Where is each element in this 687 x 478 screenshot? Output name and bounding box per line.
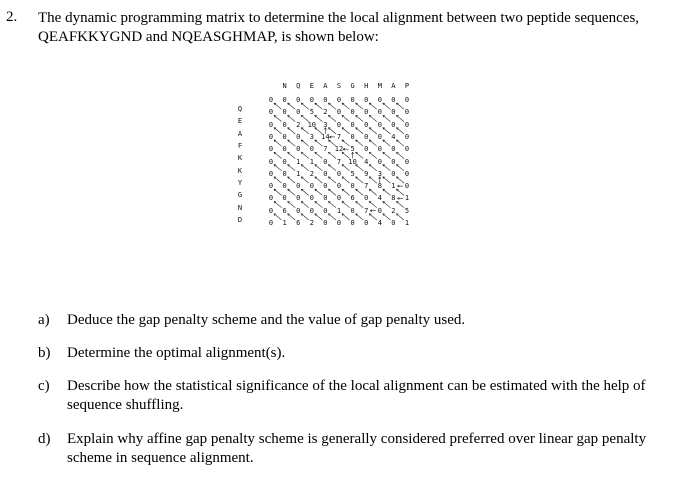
- traceback-arrow: [342, 115, 350, 121]
- traceback-arrow: [328, 103, 336, 109]
- traceback-arrow: [396, 214, 404, 220]
- matrix-cell: 0: [350, 120, 355, 129]
- row-letter: K: [237, 166, 243, 175]
- traceback-arrow: [342, 201, 350, 207]
- traceback-arrow: [369, 189, 377, 195]
- row-letter: N: [237, 203, 243, 212]
- matrix-cell: 0: [268, 206, 274, 215]
- col-letter: N: [282, 82, 287, 90]
- matrix-cell: 0: [309, 96, 314, 104]
- traceback-arrow: [301, 152, 309, 158]
- traceback-arrow: [274, 177, 282, 183]
- matrix-cell: 0: [296, 108, 301, 117]
- row-letter: G: [237, 191, 243, 200]
- traceback-arrow: [301, 140, 309, 146]
- matrix-cell: 2: [309, 169, 314, 178]
- matrix-cell: 0: [364, 145, 369, 154]
- matrix-cell: 0: [282, 108, 287, 117]
- traceback-arrow: [383, 152, 391, 158]
- traceback-arrow: [396, 189, 404, 195]
- traceback-arrow: [328, 115, 336, 121]
- traceback-arrow: [328, 177, 336, 183]
- matrix-cell: 0: [391, 145, 396, 154]
- matrix-cell: 0: [350, 219, 355, 227]
- matrix-cell: 0: [391, 169, 396, 178]
- matrix-cell: 2: [296, 120, 301, 129]
- col-letter: P: [404, 82, 410, 90]
- traceback-arrow: [288, 140, 296, 146]
- traceback-arrow: [315, 201, 323, 207]
- matrix-cell: 10: [307, 120, 317, 129]
- part-a-label: a): [38, 312, 50, 328]
- traceback-arrow: [369, 128, 377, 134]
- matrix-cell: 0: [364, 108, 369, 117]
- traceback-arrow: [315, 214, 323, 220]
- matrix-cell: 0: [404, 108, 410, 117]
- traceback-arrow: [288, 165, 296, 171]
- matrix-cell: 0: [404, 169, 410, 178]
- row-letter: D: [237, 215, 243, 224]
- row-letter: K: [237, 154, 243, 163]
- matrix-cell: 0: [282, 169, 287, 178]
- traceback-arrow: [328, 165, 336, 171]
- traceback-arrow: [396, 115, 404, 121]
- part-a: [38, 311, 678, 330]
- matrix-cell: 6: [296, 219, 301, 227]
- matrix-cell: 0: [350, 132, 355, 141]
- traceback-arrow: [356, 103, 364, 109]
- matrix-cell: 0: [377, 108, 382, 117]
- traceback-arrow: [301, 189, 309, 195]
- traceback-arrow: [396, 128, 404, 134]
- traceback-arrow: [288, 177, 296, 183]
- traceback-arrow: [288, 115, 296, 121]
- traceback-arrow: [369, 165, 377, 171]
- matrix-cell: 4: [364, 157, 369, 166]
- matrix-cell: 0: [336, 120, 342, 129]
- matrix-cell: 7: [336, 132, 342, 141]
- traceback-arrow: [301, 177, 309, 183]
- traceback-arrow: [328, 189, 336, 195]
- traceback-arrow: [274, 128, 282, 134]
- traceback-arrow: [288, 201, 296, 207]
- matrix-cell: 0: [364, 96, 369, 104]
- matrix-cell: 7: [323, 145, 328, 154]
- matrix-cell: 10: [348, 157, 357, 166]
- matrix-cell: 5: [309, 108, 314, 117]
- part-c: [38, 377, 678, 415]
- matrix-cell: 0: [364, 132, 369, 141]
- traceback-arrow: [274, 152, 282, 158]
- part-d: [38, 430, 678, 468]
- part-b-label: b): [38, 345, 51, 361]
- traceback-arrow: [383, 165, 391, 171]
- traceback-arrow: [356, 115, 364, 121]
- matrix-cell: 1: [336, 206, 342, 215]
- part-d-label: d): [38, 431, 51, 447]
- traceback-arrow: [396, 152, 404, 158]
- matrix-cell: 2: [391, 206, 396, 215]
- matrix-cell: 0: [282, 132, 287, 141]
- matrix-cell: 0: [268, 108, 274, 117]
- matrix-cell: 14: [321, 132, 330, 141]
- matrix-cell: 0: [309, 206, 314, 215]
- matrix-cell: 1: [309, 157, 314, 166]
- matrix-cell: 0: [377, 206, 382, 215]
- traceback-arrow: [396, 201, 404, 207]
- traceback-arrow: [315, 177, 323, 183]
- traceback-arrow: [288, 128, 296, 134]
- matrix-cell: 6: [282, 206, 287, 215]
- matrix-cell: 0: [296, 132, 301, 141]
- matrix-cell: 0: [296, 194, 301, 203]
- matrix-cell: 0: [364, 120, 369, 129]
- traceback-arrow: [383, 128, 391, 134]
- matrix-cell: 0: [282, 157, 287, 166]
- matrix-cell: 0: [323, 96, 328, 104]
- matrix-cell: 2: [323, 108, 328, 117]
- traceback-arrow: [369, 103, 377, 109]
- matrix-cell: 0: [391, 157, 396, 166]
- traceback-arrow: [383, 214, 391, 220]
- matrix-cell: 12: [334, 145, 344, 154]
- part-b-text: Determine the optimal alignment(s).: [67, 345, 286, 361]
- traceback-arrow: [315, 189, 323, 195]
- traceback-arrow: [288, 189, 296, 195]
- traceback-arrow: [396, 103, 404, 109]
- traceback-arrow: [274, 165, 282, 171]
- traceback-arrow: [274, 214, 282, 220]
- matrix-cell: 0: [391, 219, 396, 227]
- traceback-arrow: [342, 214, 350, 220]
- col-letter: A: [391, 82, 396, 90]
- matrix-cell: 4: [391, 132, 396, 141]
- matrix-cell: 0: [336, 219, 342, 227]
- matrix-cell: 0: [323, 157, 328, 166]
- traceback-arrow: [369, 214, 377, 220]
- matrix-cell: 0: [323, 206, 328, 215]
- traceback-arrow: [288, 214, 296, 220]
- matrix-cell: 0: [268, 182, 274, 191]
- matrix-cell: 0: [309, 194, 314, 203]
- traceback-arrow: [342, 177, 350, 183]
- traceback-arrow: [288, 103, 296, 109]
- row-letter: F: [237, 142, 243, 151]
- matrix-cell: 0: [323, 194, 328, 203]
- matrix-cell: 0: [350, 96, 355, 104]
- traceback-arrow: [342, 103, 350, 109]
- matrix-cell: 0: [296, 182, 301, 191]
- matrix-cell: 0: [404, 120, 410, 129]
- matrix-cell: 0: [336, 108, 342, 117]
- traceback-arrow: [383, 189, 391, 195]
- dp-matrix-figure: [231, 79, 442, 288]
- traceback-arrow: [301, 214, 309, 220]
- row-letter: Y: [237, 178, 243, 187]
- matrix-cell: 0: [404, 182, 410, 191]
- matrix-cell: 0: [296, 96, 301, 104]
- matrix-cell: 0: [268, 169, 274, 178]
- part-c-label: c): [38, 378, 50, 394]
- col-letter: S: [336, 82, 342, 90]
- row-letter: A: [237, 129, 243, 138]
- traceback-arrow: [383, 115, 391, 121]
- matrix-cell: 0: [336, 96, 342, 104]
- matrix-cell: 0: [336, 169, 342, 178]
- matrix-cell: 7: [364, 206, 369, 215]
- matrix-cell: 0: [268, 120, 274, 129]
- traceback-arrow: [315, 103, 323, 109]
- col-letter: E: [309, 82, 314, 90]
- traceback-arrow: [356, 189, 364, 195]
- matrix-cell: 0: [391, 108, 396, 117]
- traceback-arrow: [383, 103, 391, 109]
- traceback-arrow: [315, 165, 323, 171]
- matrix-cell: 0: [268, 145, 274, 154]
- matrix-cell: 2: [309, 219, 314, 227]
- traceback-arrow: [383, 177, 391, 183]
- matrix-cell: 0: [282, 145, 287, 154]
- col-letter: G: [350, 82, 355, 90]
- col-letter: A: [323, 82, 328, 90]
- col-letter: M: [377, 82, 382, 90]
- part-b: [38, 344, 678, 363]
- traceback-arrow: [274, 140, 282, 146]
- traceback-arrow: [274, 201, 282, 207]
- matrix-cell: 0: [404, 132, 410, 141]
- traceback-arrow: [342, 128, 350, 134]
- matrix-cell: 0: [391, 96, 396, 104]
- matrix-cell: 0: [268, 194, 274, 203]
- matrix-cell: 6: [350, 194, 355, 203]
- matrix-cell: 0: [309, 182, 314, 191]
- matrix-cell: 8: [377, 182, 382, 191]
- row-letter: Q: [237, 105, 243, 114]
- col-letter: H: [364, 82, 369, 90]
- matrix-cell: 0: [336, 182, 342, 191]
- matrix-cell: 0: [350, 206, 355, 215]
- matrix-cell: 9: [364, 169, 369, 178]
- part-a-text: Deduce the gap penalty scheme and the value of gap penalty used.: [67, 312, 466, 328]
- traceback-arrow: [315, 152, 323, 158]
- traceback-arrow: [301, 201, 309, 207]
- traceback-arrow: [274, 115, 282, 121]
- traceback-arrow: [301, 103, 309, 109]
- matrix-cell: 0: [282, 194, 287, 203]
- matrix-cell: 0: [364, 219, 369, 227]
- matrix-cell: 0: [377, 120, 382, 129]
- traceback-arrow: [288, 152, 296, 158]
- matrix-cell: 7: [336, 157, 342, 166]
- traceback-arrow: [356, 140, 364, 146]
- matrix-cell: 3: [309, 132, 314, 141]
- traceback-arrow: [274, 189, 282, 195]
- matrix-cell: 0: [350, 182, 355, 191]
- matrix-cell: 0: [323, 182, 328, 191]
- part-d-text: Explain why affine gap penalty scheme is generally considered preferred over linear gap penalty scheme in sequence alignment.: [67, 431, 647, 466]
- matrix-cell: 0: [404, 145, 410, 154]
- traceback-arrow: [369, 152, 377, 158]
- traceback-arrow: [396, 177, 404, 183]
- matrix-cell: 0: [323, 169, 328, 178]
- traceback-arrow: [356, 128, 364, 134]
- matrix-cell: 0: [404, 96, 410, 104]
- traceback-arrow: [369, 115, 377, 121]
- matrix-cell: 4: [377, 194, 382, 203]
- matrix-cell: 5: [350, 145, 355, 154]
- matrix-cell: 0: [268, 157, 274, 166]
- question-number: 2.: [6, 9, 18, 25]
- matrix-cell: 3: [377, 169, 382, 178]
- traceback-arrow: [383, 140, 391, 146]
- question-intro: The dynamic programming matrix to determine the local alignment between two peptide sequences, QEAFKKYGND and NQEASGHMAP, is shown below:: [38, 10, 640, 45]
- matrix-cell: 0: [391, 120, 396, 129]
- traceback-arrow: [328, 214, 336, 220]
- traceback-arrow: [383, 201, 391, 207]
- traceback-arrow: [369, 177, 377, 183]
- matrix-cell: 0: [282, 96, 287, 104]
- matrix-cell: 0: [377, 157, 382, 166]
- traceback-arrow: [342, 189, 350, 195]
- matrix-cell: 1: [296, 169, 301, 178]
- matrix-cell: 0: [282, 120, 287, 129]
- traceback-arrow: [274, 103, 282, 109]
- matrix-cell: 0: [377, 145, 382, 154]
- matrix-cell: 0: [350, 108, 355, 117]
- matrix-cell: 0: [323, 219, 328, 227]
- row-letter: E: [237, 117, 243, 126]
- traceback-arrow: [328, 201, 336, 207]
- matrix-cell: 1: [391, 182, 396, 191]
- col-letter: Q: [296, 82, 301, 90]
- traceback-arrow: [356, 177, 364, 183]
- matrix-cell: 0: [377, 96, 382, 104]
- matrix-cell: 1: [404, 194, 410, 203]
- matrix-cell: 0: [296, 145, 301, 154]
- matrix-cell: 0: [364, 194, 369, 203]
- matrix-cell: 0: [309, 145, 314, 154]
- traceback-arrow: [356, 214, 364, 220]
- traceback-arrow: [301, 165, 309, 171]
- part-c-text: Describe how the statistical significance of the local alignment can be estimated with the help of sequence shuffling.: [67, 378, 646, 413]
- matrix-cell: 0: [296, 206, 301, 215]
- matrix-cell: 1: [296, 157, 301, 166]
- traceback-arrow: [396, 140, 404, 146]
- matrix-cell: 0: [268, 219, 274, 227]
- matrix-cell: 4: [377, 219, 382, 227]
- matrix-cell: 1: [404, 219, 410, 227]
- traceback-arrow: [356, 201, 364, 207]
- matrix-cell: 0: [336, 194, 342, 203]
- matrix-cell: 0: [377, 132, 382, 141]
- traceback-arrow: [396, 165, 404, 171]
- traceback-arrow: [369, 140, 377, 146]
- matrix-cell: 0: [268, 96, 274, 104]
- matrix-cell: 8: [391, 194, 396, 203]
- matrix-cell: 5: [404, 206, 410, 215]
- matrix-cell: 0: [404, 157, 410, 166]
- matrix-cell: 3: [323, 120, 328, 129]
- matrix-cell: 7: [364, 182, 369, 191]
- traceback-arrow: [369, 201, 377, 207]
- matrix-cell: 0: [268, 132, 274, 141]
- matrix-cell: 1: [282, 219, 287, 227]
- matrix-cell: 0: [282, 182, 287, 191]
- matrix-cell: 5: [350, 169, 355, 178]
